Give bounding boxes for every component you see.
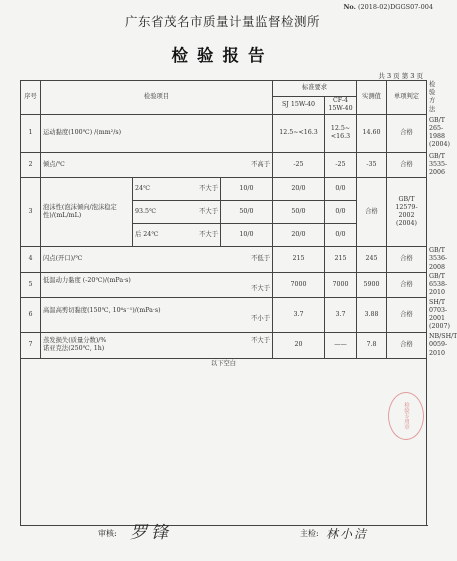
row-no: 3 — [21, 178, 41, 247]
row-item-method: 诺亚克法(250℃, 1h) — [43, 345, 105, 353]
row-measured: 0/0 — [325, 224, 357, 247]
row-no: 2 — [21, 152, 41, 178]
blank-note: 以下空白 — [210, 359, 237, 367]
row-limit: 不高于 — [251, 160, 270, 168]
inspection-stamp: 检验专用章 — [388, 392, 424, 440]
col-header-no: 序号 — [21, 81, 41, 115]
table-row: 4 闪点(开口)/℃ 不低于 215 215 245 合格 GB/T 3536-2008 — [21, 247, 427, 273]
blank-area-row — [21, 358, 427, 525]
row-no: 7 — [21, 333, 41, 359]
row-verdict: 合格 — [387, 152, 427, 178]
doc-no-value: (2018-02)DGGS07-004 — [357, 3, 433, 11]
row-std-b: 12.5~<16.3 — [325, 114, 357, 152]
row-measured: 0/0 — [325, 178, 357, 201]
table-row: 7 蒸发损失(质量分数)/% 不大于 诺亚克法(250℃, 1h) 20 —— 7.8 合格 NB/SH/T 0059-2010 — [21, 333, 427, 359]
col-header-measured: 实测值 — [357, 81, 387, 115]
row-std-a: -25 — [273, 152, 325, 178]
row-measured: 7.8 — [357, 333, 387, 359]
row-std-b: -25 — [325, 152, 357, 178]
row-item-cell — [41, 298, 273, 333]
results-table: 序号 检验项目 标准要求 实测值 单项判定 检验方法 SJ 15W-40 CF-4 15W-40 1 运动黏度(100℃) /(mm²/s) 12.5~<16.3 12.5~<16.3 14.60 合格 GB/T 265-1988 (2004) 2 倾点/℃ 不高于 -25 -25 -35 合格 GB/T 3535-2006 3 泡沫性(泡沫倾向/泡沫稳定性)/(mL/mL) 24℃ 不大于 10/0 20/0 0/0 合格 GB/T 12579-2002 (2004) 93.5℃ 不大于 50/0 50/0 0/0 后 24℃ 不大于 10/0 20/0 0/0 4 闪点(开口)/℃ 不低于 215 215 245 合格 GB/T 3536-2008 5 低温动力黏度 (-20℃)/(mPa·s) 不大于 7000 7000 5900 合格 GB/T 6538-2010 6 高温高剪切黏度(150℃, 10⁶s⁻¹)/(mPa·s) 不小于 3.7 3.7 3.88 合格 SH/T 0703-2001 (2007) 7 蒸发损失(质量分数)/% 不大于 诺亚克法(250℃, 1h) 20 —— 7.8 合格 NB/SH/T 0059-2010 以下空白 — [20, 80, 427, 526]
row-std-a: 7000 — [273, 272, 325, 298]
row-no: 5 — [21, 272, 41, 298]
row-std-a: 215 — [273, 247, 325, 273]
table-row: 1 运动黏度(100℃) /(mm²/s) 12.5~<16.3 12.5~<16.3 14.60 合格 GB/T 265-1988 (2004) — [21, 114, 427, 152]
row-std-a: 10/0 — [221, 178, 273, 201]
row-item: 蒸发损失(质量分数)/% — [43, 337, 107, 345]
foam-temp-cell — [133, 224, 221, 247]
col-header-item: 检验项目 — [41, 81, 273, 115]
row-verdict: 合格 — [387, 333, 427, 359]
blank-area — [21, 358, 427, 525]
row-std-b: 20/0 — [273, 224, 325, 247]
row-std-b: —— — [325, 333, 357, 359]
row-item: 低温动力黏度 (-20℃)/(mPa·s) — [43, 276, 131, 284]
doc-no-label: No. — [343, 3, 356, 11]
row-std-a: 3.7 — [273, 298, 325, 333]
row-std-b: 50/0 — [273, 201, 325, 224]
row-measured: 3.88 — [357, 298, 387, 333]
row-limit: 不低于 — [251, 255, 270, 263]
row-item: 倾点/℃ — [43, 160, 65, 168]
row-std-b: 3.7 — [325, 298, 357, 333]
row-measured: 5900 — [357, 272, 387, 298]
row-std-b: 215 — [325, 247, 357, 273]
page-info: 共 3 页 第 3 页 — [378, 72, 423, 80]
row-no: 4 — [21, 247, 41, 273]
row-verdict: 合格 — [357, 178, 387, 247]
row-verdict: 合格 — [387, 298, 427, 333]
foam-temp-cell — [133, 201, 221, 224]
foam-limit: 不大于 — [199, 185, 218, 193]
foam-limit: 不大于 — [199, 231, 218, 239]
table-row: 5 低温动力黏度 (-20℃)/(mPa·s) 不大于 7000 7000 5900 合格 GB/T 6538-2010 — [21, 272, 427, 298]
foam-temp: 93.5℃ — [135, 208, 157, 216]
col-header-standard: 标准要求 — [273, 81, 357, 97]
row-measured: 14.60 — [357, 114, 387, 152]
row-item: 运动黏度(100℃) /(mm²/s) — [41, 114, 273, 152]
col-header-std-a: SJ 15W-40 — [273, 96, 325, 114]
foam-label: 泡沫性(泡沫倾向/泡沫稳定性)/(mL/mL) — [41, 178, 133, 247]
row-item-cell — [41, 333, 273, 359]
report-title: 检验报告 — [171, 46, 274, 65]
foam-temp: 24℃ — [135, 185, 151, 193]
row-measured: -35 — [357, 152, 387, 178]
row-item-cell — [41, 152, 273, 178]
foam-temp: 后 24℃ — [135, 231, 159, 239]
inspector-signature — [326, 523, 368, 542]
row-item: 闪点(开口)/℃ — [43, 255, 83, 263]
row-verdict: 合格 — [387, 114, 427, 152]
row-item-cell — [41, 272, 273, 298]
table-row — [21, 178, 427, 201]
reviewer-signature — [130, 518, 172, 543]
row-std-b: 20/0 — [273, 178, 325, 201]
row-limit: 不大于 — [251, 337, 270, 345]
row-std-a: 50/0 — [221, 201, 273, 224]
reviewer-label: 审核: — [98, 529, 117, 538]
reviewer-signature-text: 罗锋 — [130, 523, 172, 543]
row-std-a: 10/0 — [221, 224, 273, 247]
row-no: 6 — [21, 298, 41, 333]
row-no: 1 — [21, 114, 41, 152]
col-header-verdict: 单项判定 — [387, 81, 427, 115]
inspector-signature-text: 林小洁 — [326, 527, 369, 541]
row-std-b: 7000 — [325, 272, 357, 298]
organization-name: 广东省茂名市质量计量监督检测所 — [124, 14, 320, 29]
row-verdict: 合格 — [387, 272, 427, 298]
row-std-a: 20 — [273, 333, 325, 359]
row-measured: 245 — [357, 247, 387, 273]
col-header-std-b: CF-4 15W-40 — [325, 96, 357, 114]
document-number — [343, 3, 433, 11]
foam-limit: 不大于 — [199, 208, 218, 216]
table-row: 2 倾点/℃ 不高于 -25 -25 -35 合格 GB/T 3535-2006 — [21, 152, 427, 178]
row-item: 高温高剪切黏度(150℃, 10⁶s⁻¹)/(mPa·s) — [43, 307, 161, 315]
table-row: 6 高温高剪切黏度(150℃, 10⁶s⁻¹)/(mPa·s) 不小于 3.7 3.7 3.88 合格 SH/T 0703-2001 (2007) — [21, 298, 427, 333]
foam-temp-cell — [133, 178, 221, 201]
row-measured: 0/0 — [325, 201, 357, 224]
row-limit: 不大于 — [251, 284, 270, 292]
row-std-a: 12.5~<16.3 — [273, 114, 325, 152]
row-limit: 不小于 — [251, 315, 270, 323]
inspector-label: 主检: — [300, 529, 319, 538]
row-method: GB/T 12579-2002 (2004) — [387, 178, 427, 247]
row-verdict: 合格 — [387, 247, 427, 273]
row-item-cell — [41, 247, 273, 273]
